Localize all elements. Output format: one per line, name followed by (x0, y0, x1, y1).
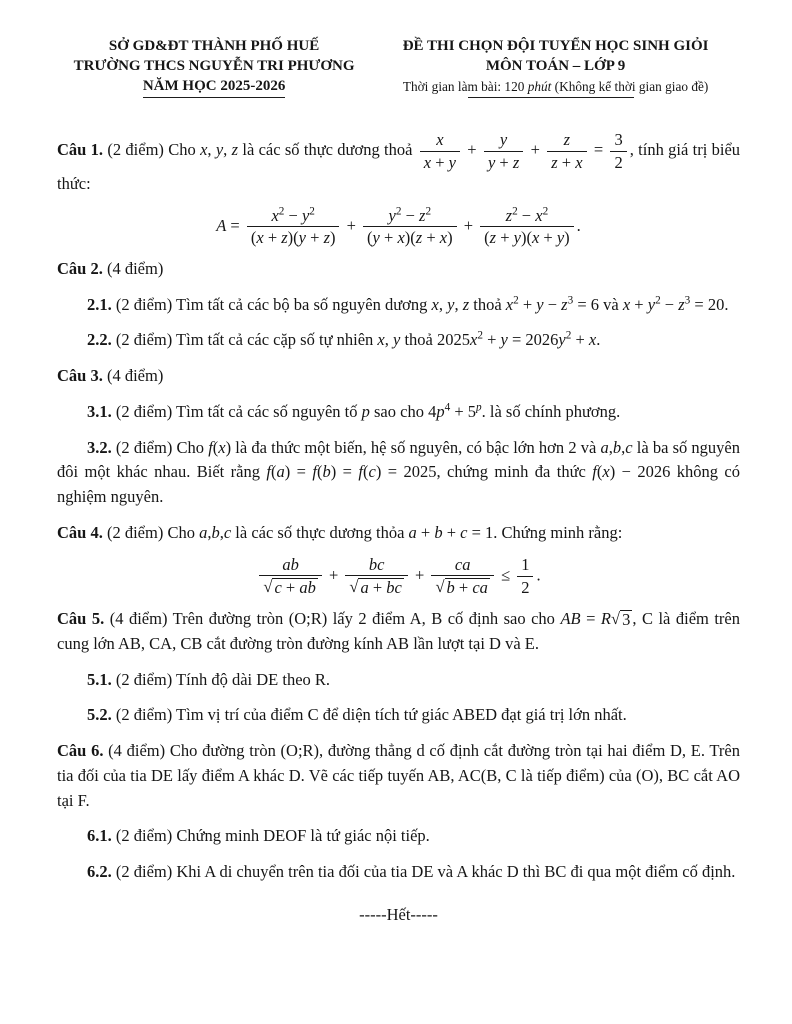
text-run: là đa thức một biến, hệ số nguyên, có bậc lớn hơn 2 và (231, 437, 601, 457)
text-run: (2 điểm) Tính độ dài DE theo R. (111, 669, 331, 689)
text-run: . (536, 565, 541, 585)
fraction: $\frac{x^2 - y^2}{(x + z)(y + z)}$ (247, 206, 340, 248)
question-label: Câu 2. (57, 258, 103, 278)
text-run: (2 điểm) Tìm vị trí của điểm C để diện tích tứ giác ABED đạt giá trị lớn nhất. (111, 705, 627, 725)
math-run: + (410, 565, 429, 585)
math-run: $x + y^2 - z^3 = 20$. (622, 294, 729, 314)
q3-1 (57, 400, 740, 425)
math-run: f(x) − 2026 (592, 462, 671, 482)
math-run: $x^2 + y - z^3 = 6$ (505, 294, 600, 314)
q5-2 (57, 703, 740, 728)
math-run: f(x) (208, 437, 232, 457)
text-run: (2 điểm) Tìm tất cả các số nguyên tố (111, 401, 362, 421)
q3-header (57, 364, 740, 389)
text-run: -----Hết----- (359, 904, 438, 924)
math-run: $2025x^2 + y = 2026y^2 + x$. (437, 329, 601, 350)
math-run: + (526, 140, 545, 160)
text-run: . Chứng minh rằng: (493, 522, 623, 542)
exam-title: ĐỀ THI CHỌN ĐỘI TUYỂN HỌC SINH GIỎI (402, 38, 709, 54)
exam-duration (371, 78, 740, 96)
fraction: $\frac{3}{2}$ (610, 130, 626, 172)
math-run: f(a) = f(b) = f(c) = 2025, (266, 462, 441, 482)
question-label: Câu 6. (57, 741, 104, 761)
text-run: và (599, 294, 623, 314)
fraction: $\frac{1}{2}$ (517, 555, 533, 597)
question-label: 2.1. (87, 294, 112, 314)
question-label: 5.1. (87, 669, 112, 689)
text-run: (2 điểm) Tìm tất cả các bộ ba số nguyên dương (111, 294, 432, 314)
math-run: x, y (377, 330, 401, 350)
text-run: là các số thực dương thỏa (231, 522, 409, 542)
q6-1 (57, 824, 740, 849)
text-run: là số chính phương. (485, 401, 621, 421)
exam-title-block (371, 36, 740, 96)
question-label: Câu 5. (57, 609, 105, 629)
q2-1 (57, 293, 740, 318)
sqrt-expression: √ b + ca (435, 577, 488, 598)
q5-1 (57, 668, 740, 693)
question-label: Câu 4. (57, 522, 103, 542)
q2-header (57, 257, 740, 282)
question-label: 2.2. (87, 330, 112, 350)
math-run: = (589, 140, 608, 160)
question-label: 3.1. (87, 401, 112, 421)
math-run: a,b,c (199, 522, 232, 542)
q5-intro (57, 607, 740, 657)
q6-2 (57, 860, 740, 885)
math-run: a,b,c (600, 437, 633, 457)
text-run: thoả (469, 294, 506, 314)
math-run: p (361, 401, 370, 421)
exam-body (57, 130, 740, 927)
q6-intro (57, 739, 740, 813)
q4 (57, 521, 740, 546)
text-run: (4 điểm) Trên đường tròn (O;R) lấy 2 điểm A, B cố định sao cho (104, 609, 561, 629)
duration-label: Thời gian làm bài: (402, 79, 502, 95)
question-label: Câu 3. (57, 366, 103, 386)
math-run: ≤ (496, 565, 515, 585)
text-run: là ba số nguyên đôi một khác nhau. Biết rằng (57, 437, 740, 482)
text-run: (2 điểm) Chứng minh DEOF là tứ giác nội tiếp. (111, 826, 430, 846)
text-run: , C là điểm trên cung lớn AB, CA, CB cắt đường tròn đường kính AB lần lượt tại D và E. (57, 609, 740, 653)
question-label: 6.2. (87, 862, 112, 882)
q4-formula (57, 555, 740, 598)
fraction: $\frac{y^2 - z^2}{(y + x)(z + x)}$ (363, 206, 457, 248)
duration-value: 120 (504, 79, 525, 95)
school-year: NĂM HỌC 2025-2026 (143, 76, 286, 98)
text-run: không có nghiệm nguyên. (57, 462, 740, 507)
text-run: (4 điểm) Cho đường tròn (O;R), đường thẳng d cố định cắt đường tròn tại hai điểm D, E. Trên tia đối của tia DE lấy điểm A khác D. Vẽ các tiếp tuyến AB, AC(B, C là tiếp điểm) của (O), BC cắt AO tại F. (57, 741, 740, 810)
math-run: + (342, 215, 361, 235)
math-run: AB = R √ 3 (560, 609, 631, 630)
text-run: là các số thực dương thoả (238, 140, 417, 160)
issuing-authority-block (57, 36, 371, 98)
q1-formula (57, 206, 740, 248)
text-run: (2 điểm) Khi A di chuyển trên tia đối của tia DE và A khác D thì BC đi qua một điểm cố định. (111, 862, 736, 882)
text-run: (2 điểm) Cho (103, 140, 201, 160)
fraction: $\frac{z^2 - x^2}{(z + y)(x + y)}$ (480, 206, 574, 248)
question-label: 5.2. (87, 705, 112, 725)
exam-subject: MÔN TOÁN – LỚP 9 (485, 58, 626, 75)
text-run: (4 điểm) (102, 366, 164, 386)
question-label: Câu 1. (57, 140, 104, 160)
fraction: $\frac{y}{y + z}$ (484, 130, 523, 172)
math-run: + (459, 215, 478, 235)
fraction: ca √ b + ca (431, 555, 493, 598)
sqrt-expression: √ 3 (611, 609, 631, 630)
text-run: (2 điểm) Tìm tất cả các cặp số tự nhiên (111, 330, 378, 350)
math-run: a + b + c = 1 (408, 522, 494, 542)
fraction: $\frac{z}{z + x}$ (547, 130, 586, 172)
exam-header (57, 36, 740, 98)
math-run: $4p^4 + 5^p$. (428, 401, 486, 421)
math-run: + (462, 140, 481, 160)
math-run: x, y, z (431, 294, 470, 314)
text-run: . (576, 215, 581, 235)
q2-2 (57, 328, 740, 353)
fraction: $\frac{x}{x + y}$ (420, 130, 460, 172)
fraction: bc √ a + bc (345, 555, 407, 598)
fraction: ab √ c + ab (259, 555, 321, 598)
department-name: SỞ GD&ĐT THÀNH PHỐ HUẾ (108, 38, 320, 54)
sqrt-expression: √ c + ab (263, 577, 316, 598)
text-run: sao cho (369, 401, 429, 421)
school-name: TRƯỜNG THCS NGUYỄN TRI PHƯƠNG (73, 58, 355, 75)
sqrt-expression: √ a + bc (349, 577, 402, 598)
question-label: 3.2. (87, 437, 112, 457)
q3-2 (57, 436, 740, 510)
text-run: , tính giá trị biểu thức: (57, 140, 741, 194)
text-run: thoả (400, 330, 437, 350)
end-mark (57, 903, 740, 928)
duration-note: (Không kể thời gian giao đề) (554, 79, 709, 95)
text-run: chứng minh đa thức (440, 462, 593, 482)
duration-unit: phút (527, 79, 552, 95)
text-run: (2 điểm) Cho (111, 437, 209, 457)
question-label: 6.1. (87, 826, 112, 846)
text-run: (2 điểm) Cho (102, 522, 200, 542)
math-run: A = (216, 215, 244, 235)
math-run: + (324, 565, 343, 585)
text-run: (4 điểm) (102, 258, 164, 278)
math-run: x, y, z (200, 140, 239, 160)
q1-intro (57, 130, 740, 197)
